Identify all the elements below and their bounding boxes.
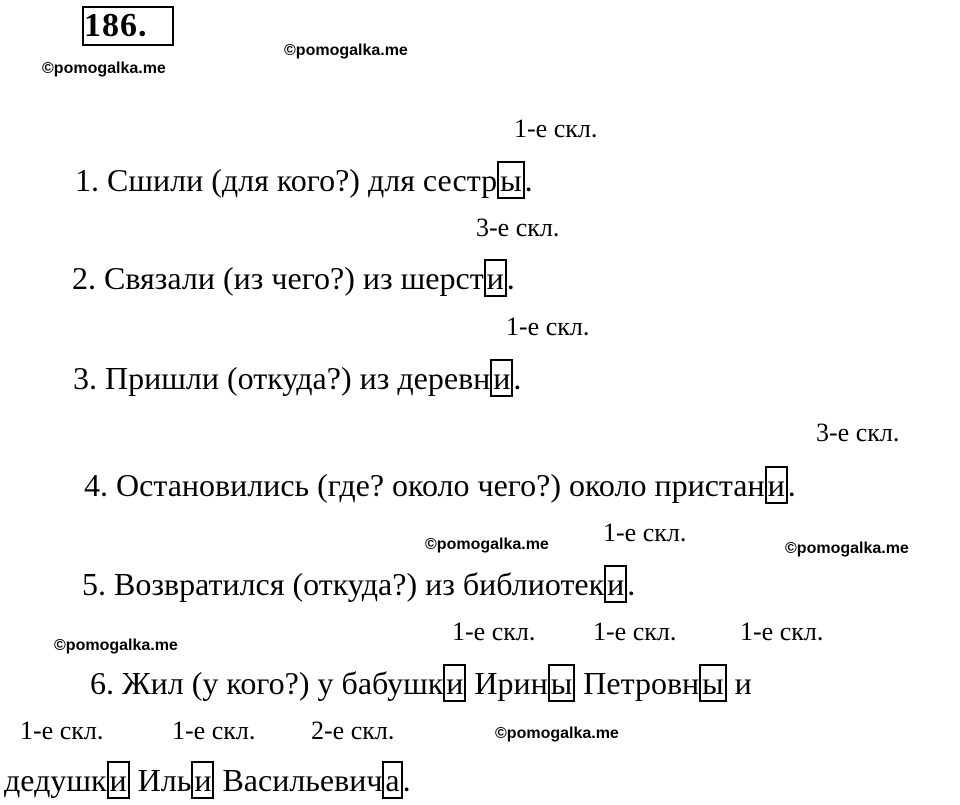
- ending-box: и: [191, 761, 214, 799]
- declension-label: 2-е скл.: [311, 716, 395, 745]
- sentence-2: 2. Связали (из чего?) из шерсти.: [72, 260, 515, 296]
- declension-label: 1-е скл.: [506, 312, 590, 341]
- declension-label: 1-е скл.: [603, 518, 687, 547]
- watermark: ©pomogalka.me: [785, 540, 909, 557]
- ending-box: и: [484, 259, 507, 297]
- sentence-6: 6. Жил (у кого?) у бабушки Ирины Петровны и: [90, 665, 752, 701]
- watermark: ©pomogalka.me: [54, 637, 178, 654]
- exercise-number: 186.: [84, 7, 148, 44]
- sentence-5: 5. Возвратился (откуда?) из библиотеки.: [82, 566, 636, 602]
- declension-label: 3-е скл.: [816, 418, 900, 447]
- ending-box: ы: [548, 664, 576, 702]
- declension-label: 1-е скл.: [514, 114, 598, 143]
- watermark: ©pomogalka.me: [425, 536, 549, 553]
- ending-box: и: [443, 664, 466, 702]
- watermark: ©pomogalka.me: [42, 60, 166, 77]
- watermark: ©pomogalka.me: [495, 725, 619, 742]
- watermark: ©pomogalka.me: [284, 42, 408, 59]
- declension-label: 1-е скл.: [452, 617, 536, 646]
- declension-label: 3-е скл.: [476, 213, 560, 242]
- ending-box: и: [604, 565, 627, 603]
- declension-label: 1-е скл.: [593, 617, 677, 646]
- declension-label: 1-е скл.: [20, 716, 104, 745]
- sentence-6-continued: дедушки Ильи Васильевича.: [4, 762, 411, 798]
- ending-box: и: [490, 359, 513, 397]
- declension-label: 1-е скл.: [740, 617, 824, 646]
- declension-label: 1-е скл.: [172, 716, 256, 745]
- ending-box: и: [765, 466, 788, 504]
- ending-box: ы: [699, 664, 727, 702]
- ending-box: ы: [497, 161, 525, 199]
- ending-box: и: [107, 761, 130, 799]
- sentence-4: 4. Остановились (где? около чего?) около пристани.: [84, 467, 796, 503]
- ending-box: а: [382, 761, 402, 799]
- sentence-1: 1. Сшили (для кого?) для сестры.: [75, 162, 533, 198]
- sentence-3: 3. Пришли (откуда?) из деревни.: [73, 360, 522, 396]
